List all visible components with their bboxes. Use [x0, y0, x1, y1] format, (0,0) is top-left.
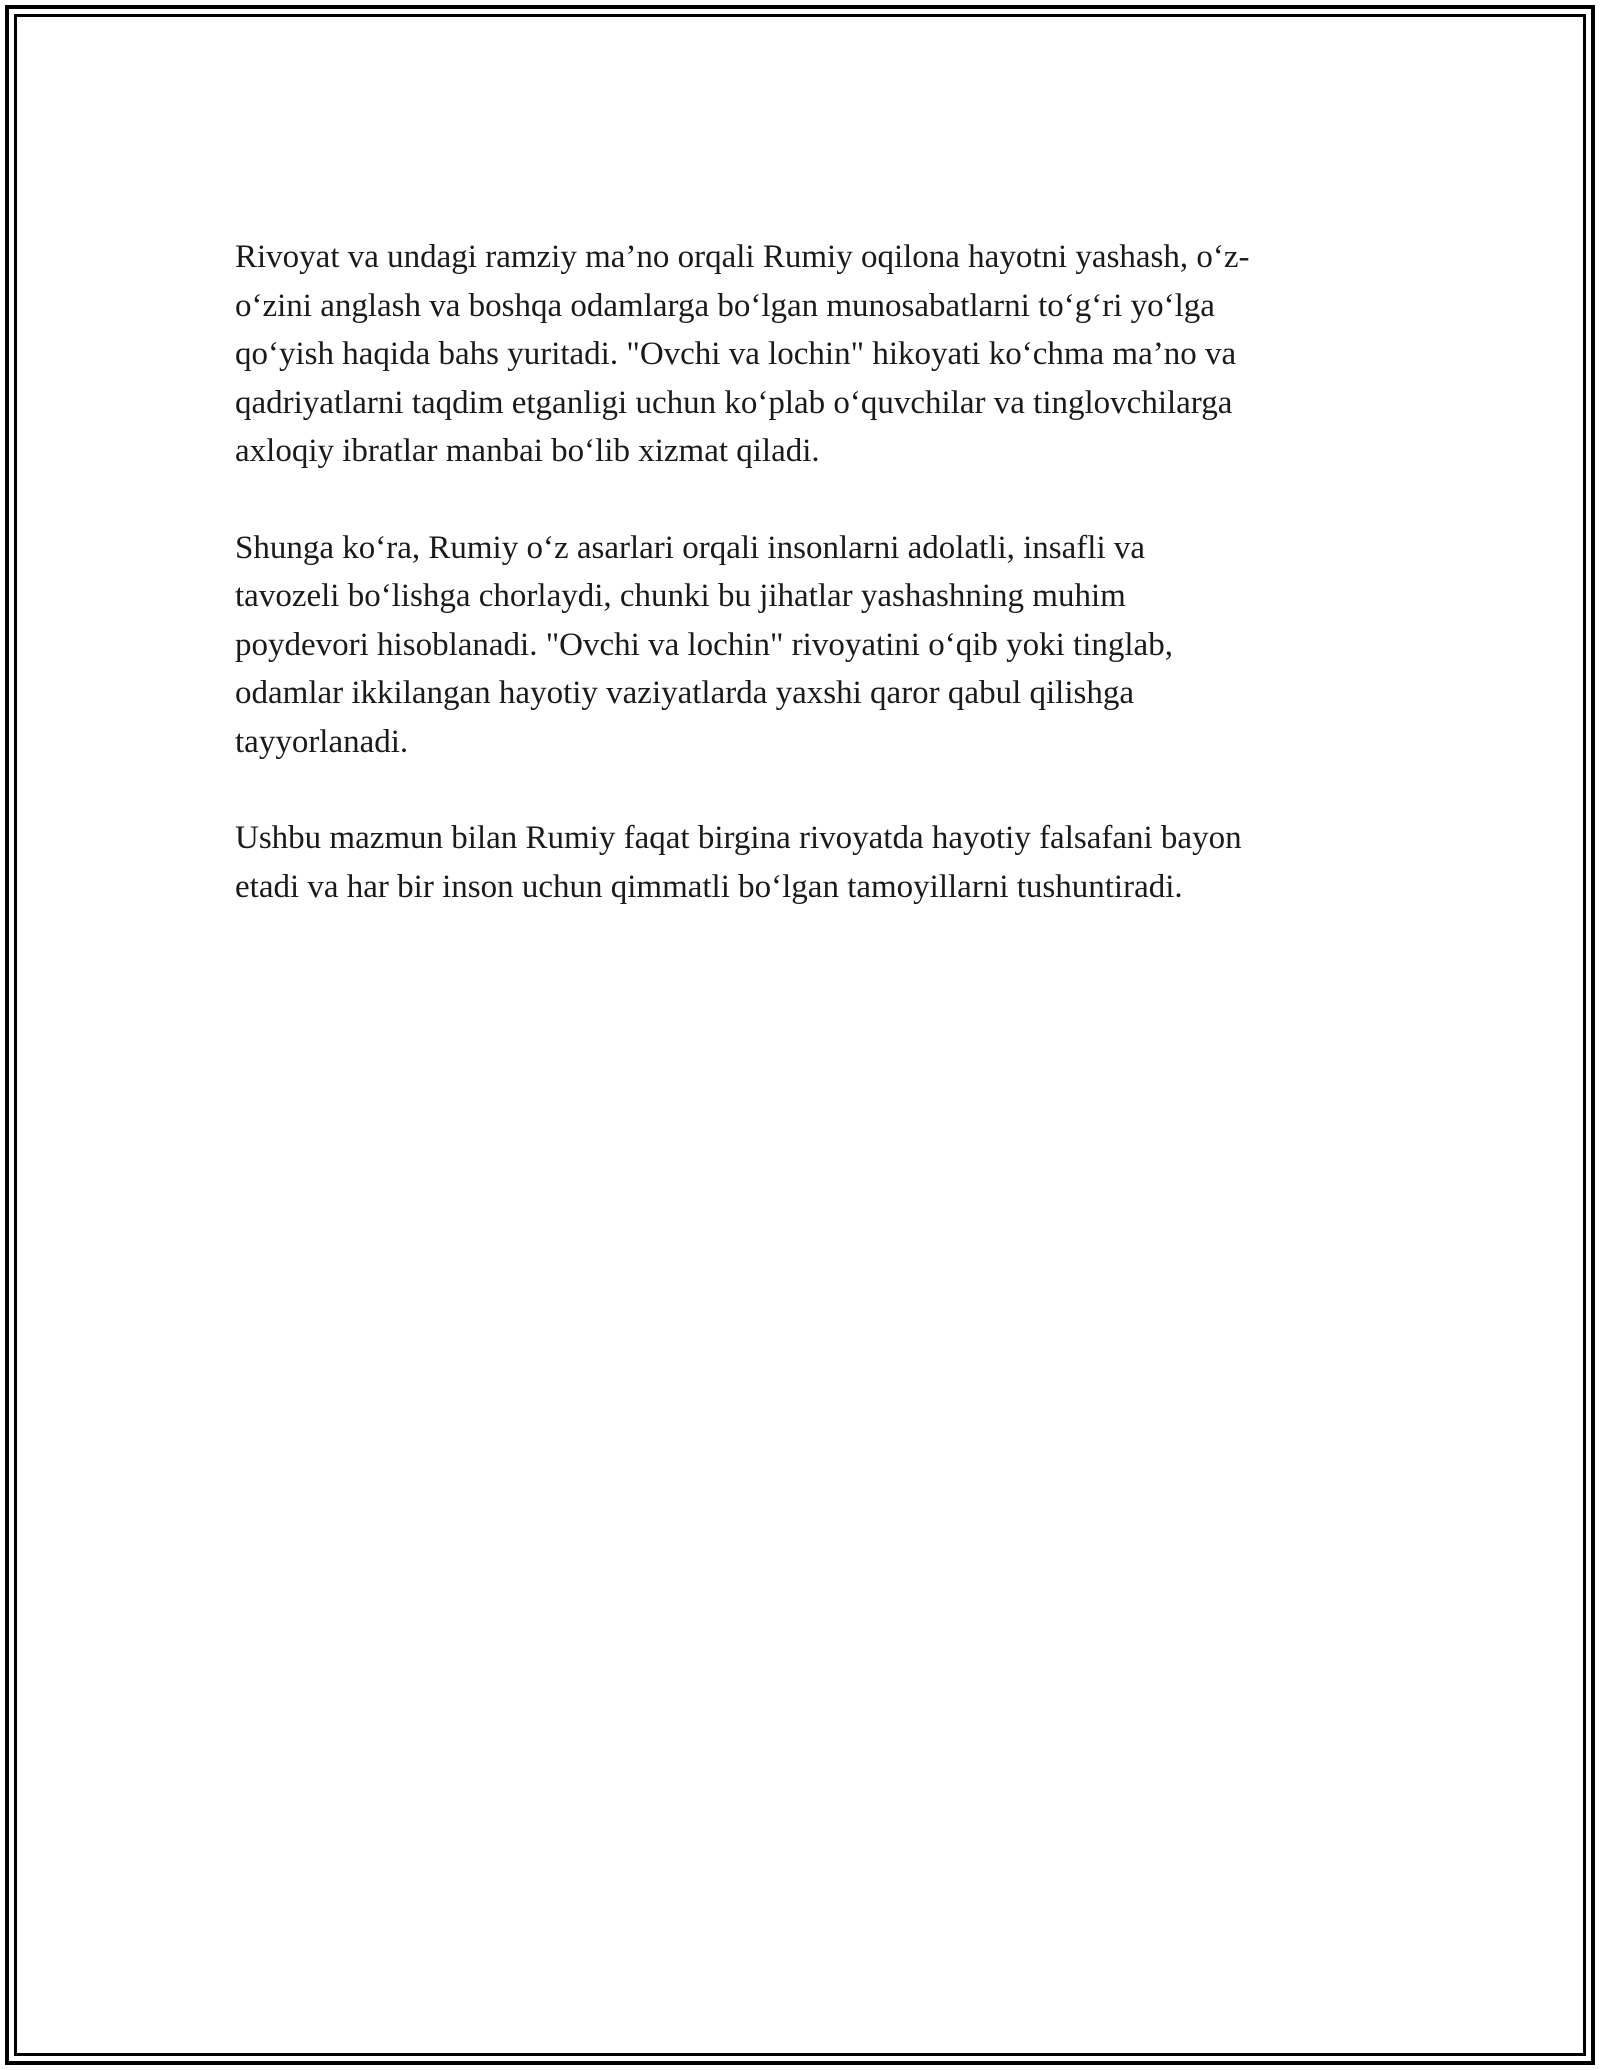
document-body [235, 233, 1380, 959]
paragraph-1: Rivoyat va undagi ramziy ma’no orqali Rumiy oqilona hayotni yashash, o‘z- o‘zini anglash va boshqa odamlarga bo‘lgan munosabatlarni to‘g‘ri yo‘lga qo‘yish haqida bahs yuritadi. "Ovchi va lochin" hikoyati ko‘chma ma’no va qadriyatlarni taqdim etganligi uchun ko‘plab o‘quvchilar va tinglovchilarga axloqiy ibratlar manbai bo‘lib xizmat qiladi. [235, 239, 1250, 469]
paragraph-2: Shunga ko‘ra, Rumiy o‘z asarlari orqali insonlarni adolatli, insafli va tavozeli bo‘lishga chorlaydi, chunki bu jihatlar yashashning muhim poydevori hisoblanadi. "Ovchi va lochin" rivoyatini o‘qib yoki tinglab, odamlar ikkilangan hayotiy vaziyatlarda yaxshi qaror qabul qilishga tayyorlanadi. [235, 529, 1173, 760]
paragraph-3: Ushbu mazmun bilan Rumiy faqat birgina rivoyatda hayotiy falsafani bayon etadi va har bir inson uchun qimmatli bo‘lgan tamoyillarni tushuntiradi. [235, 820, 1242, 905]
